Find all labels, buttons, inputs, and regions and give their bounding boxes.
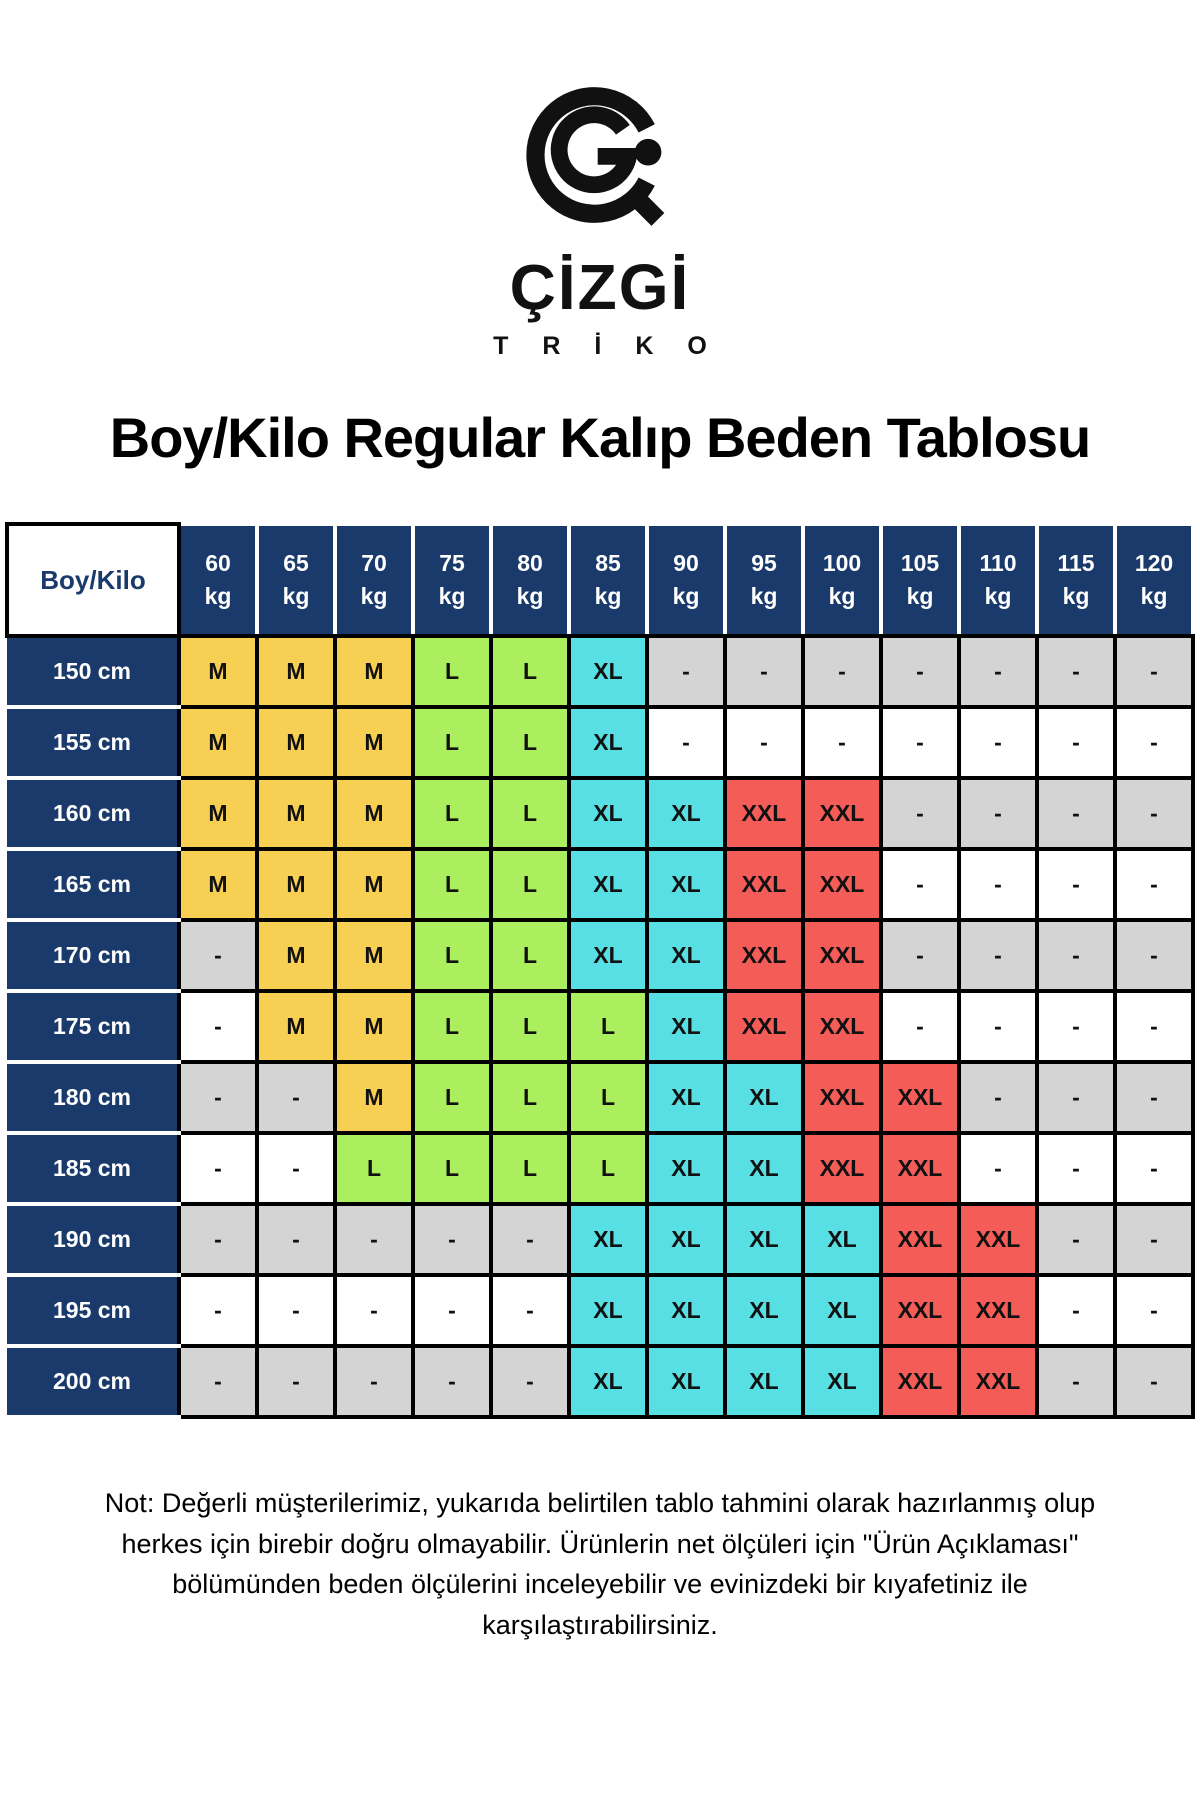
table-row bbox=[7, 778, 1193, 849]
height-label-cell: 150 cm bbox=[7, 636, 179, 707]
size-cell: XL bbox=[647, 1275, 725, 1346]
size-cell: XL bbox=[803, 1346, 881, 1417]
empty-cell: - bbox=[1037, 636, 1115, 707]
empty-cell: - bbox=[1037, 1133, 1115, 1204]
empty-cell: - bbox=[959, 778, 1037, 849]
empty-cell: - bbox=[959, 920, 1037, 991]
size-cell: XXL bbox=[725, 920, 803, 991]
empty-cell: - bbox=[413, 1204, 491, 1275]
empty-cell: - bbox=[179, 1275, 257, 1346]
size-cell: XL bbox=[569, 707, 647, 778]
empty-cell: - bbox=[959, 991, 1037, 1062]
size-cell: XL bbox=[725, 1346, 803, 1417]
empty-cell: - bbox=[1115, 778, 1193, 849]
empty-cell: - bbox=[1037, 849, 1115, 920]
size-cell: XL bbox=[647, 1062, 725, 1133]
empty-cell: - bbox=[179, 1133, 257, 1204]
size-cell: L bbox=[335, 1133, 413, 1204]
brand-logo bbox=[0, 78, 1200, 361]
size-cell: L bbox=[413, 778, 491, 849]
empty-cell: - bbox=[1115, 1062, 1193, 1133]
empty-cell: - bbox=[1115, 1275, 1193, 1346]
table-row bbox=[7, 1204, 1193, 1275]
size-cell: M bbox=[335, 636, 413, 707]
weight-header-cell: 105 kg bbox=[881, 524, 959, 636]
size-cell: L bbox=[491, 849, 569, 920]
size-cell: XXL bbox=[725, 849, 803, 920]
weight-header-cell: 100 kg bbox=[803, 524, 881, 636]
height-label-cell: 165 cm bbox=[7, 849, 179, 920]
size-cell: XXL bbox=[803, 778, 881, 849]
size-cell: XL bbox=[647, 920, 725, 991]
size-cell: M bbox=[335, 849, 413, 920]
empty-cell: - bbox=[1037, 920, 1115, 991]
brand-name: ÇİZGİ bbox=[509, 251, 691, 323]
height-label-cell: 195 cm bbox=[7, 1275, 179, 1346]
weight-header-cell: 85 kg bbox=[569, 524, 647, 636]
size-cell: XXL bbox=[803, 849, 881, 920]
page-title: Boy/Kilo Regular Kalıp Beden Tablosu bbox=[109, 406, 1091, 469]
size-cell: M bbox=[257, 707, 335, 778]
table-row bbox=[7, 849, 1193, 920]
empty-cell: - bbox=[725, 707, 803, 778]
empty-cell: - bbox=[881, 849, 959, 920]
empty-cell: - bbox=[257, 1062, 335, 1133]
size-cell: M bbox=[179, 849, 257, 920]
empty-cell: - bbox=[335, 1204, 413, 1275]
size-cell: XL bbox=[725, 1204, 803, 1275]
size-cell: XXL bbox=[881, 1204, 959, 1275]
table-row bbox=[7, 920, 1193, 991]
corner-header-cell: Boy/Kilo bbox=[7, 524, 179, 636]
empty-cell: - bbox=[1115, 1133, 1193, 1204]
empty-cell: - bbox=[1037, 1062, 1115, 1133]
weight-header-cell: 120 kg bbox=[1115, 524, 1193, 636]
empty-cell: - bbox=[1037, 778, 1115, 849]
size-cell: XXL bbox=[959, 1346, 1037, 1417]
table-row bbox=[7, 1275, 1193, 1346]
size-cell: XL bbox=[725, 1062, 803, 1133]
empty-cell: - bbox=[959, 849, 1037, 920]
size-cell: XL bbox=[647, 1204, 725, 1275]
size-cell: L bbox=[491, 707, 569, 778]
size-cell: XL bbox=[569, 1275, 647, 1346]
size-cell: L bbox=[491, 1062, 569, 1133]
empty-cell: - bbox=[1115, 636, 1193, 707]
empty-cell: - bbox=[647, 707, 725, 778]
weight-header-cell: 70 kg bbox=[335, 524, 413, 636]
size-cell: XXL bbox=[881, 1062, 959, 1133]
weight-header-cell: 80 kg bbox=[491, 524, 569, 636]
size-cell: XL bbox=[647, 849, 725, 920]
empty-cell: - bbox=[413, 1275, 491, 1346]
size-cell: M bbox=[257, 636, 335, 707]
cizgi-logo-icon bbox=[513, 78, 688, 246]
size-table bbox=[5, 522, 1195, 1419]
size-cell: L bbox=[413, 920, 491, 991]
size-cell: M bbox=[335, 1062, 413, 1133]
weight-header-cell: 115 kg bbox=[1037, 524, 1115, 636]
size-cell: L bbox=[413, 849, 491, 920]
empty-cell: - bbox=[491, 1204, 569, 1275]
empty-cell: - bbox=[179, 920, 257, 991]
size-cell: L bbox=[413, 636, 491, 707]
size-table-body bbox=[7, 636, 1193, 1417]
size-cell: L bbox=[413, 991, 491, 1062]
empty-cell: - bbox=[335, 1346, 413, 1417]
size-cell: XL bbox=[647, 778, 725, 849]
empty-cell: - bbox=[959, 1133, 1037, 1204]
size-cell: XXL bbox=[803, 1062, 881, 1133]
size-cell: XXL bbox=[881, 1133, 959, 1204]
header-row bbox=[7, 524, 1193, 636]
height-label-cell: 190 cm bbox=[7, 1204, 179, 1275]
size-cell: L bbox=[491, 991, 569, 1062]
empty-cell: - bbox=[1115, 707, 1193, 778]
height-label-cell: 160 cm bbox=[7, 778, 179, 849]
size-cell: M bbox=[335, 778, 413, 849]
size-cell: XL bbox=[725, 1275, 803, 1346]
size-cell: XXL bbox=[959, 1204, 1037, 1275]
size-cell: L bbox=[491, 1133, 569, 1204]
empty-cell: - bbox=[1037, 1275, 1115, 1346]
empty-cell: - bbox=[881, 778, 959, 849]
size-cell: L bbox=[491, 778, 569, 849]
size-cell: XXL bbox=[881, 1346, 959, 1417]
size-cell: XXL bbox=[725, 778, 803, 849]
height-label-cell: 180 cm bbox=[7, 1062, 179, 1133]
empty-cell: - bbox=[491, 1275, 569, 1346]
empty-cell: - bbox=[1115, 849, 1193, 920]
size-cell: L bbox=[491, 636, 569, 707]
empty-cell: - bbox=[1037, 991, 1115, 1062]
size-cell: L bbox=[413, 707, 491, 778]
empty-cell: - bbox=[959, 1062, 1037, 1133]
empty-cell: - bbox=[803, 636, 881, 707]
size-cell: M bbox=[257, 849, 335, 920]
size-cell: XL bbox=[803, 1204, 881, 1275]
empty-cell: - bbox=[1115, 920, 1193, 991]
size-cell: M bbox=[335, 707, 413, 778]
empty-cell: - bbox=[257, 1346, 335, 1417]
weight-header-cell: 90 kg bbox=[647, 524, 725, 636]
empty-cell: - bbox=[179, 1346, 257, 1417]
empty-cell: - bbox=[257, 1133, 335, 1204]
empty-cell: - bbox=[959, 707, 1037, 778]
size-cell: M bbox=[257, 920, 335, 991]
empty-cell: - bbox=[1037, 1204, 1115, 1275]
table-row bbox=[7, 707, 1193, 778]
empty-cell: - bbox=[725, 636, 803, 707]
weight-header-cell: 75 kg bbox=[413, 524, 491, 636]
brand-subtitle: TRİKO bbox=[493, 332, 741, 360]
empty-cell: - bbox=[1037, 707, 1115, 778]
size-cell: L bbox=[569, 991, 647, 1062]
empty-cell: - bbox=[647, 636, 725, 707]
size-cell: XL bbox=[647, 1133, 725, 1204]
table-row bbox=[7, 991, 1193, 1062]
size-cell: XL bbox=[569, 636, 647, 707]
empty-cell: - bbox=[881, 636, 959, 707]
height-label-cell: 200 cm bbox=[7, 1346, 179, 1417]
table-row bbox=[7, 1133, 1193, 1204]
disclaimer-note: Not: Değerli müşterilerimiz, yukarıda belirtilen tablo tahmini olarak hazırlanmış olup herkes için birebir doğru olmayabilir. Ürünlerin net ölçüleri için "Ürün Açıklaması" bölümünden beden ölçülerini inceleyebilir ve evinizdeki bir kıyafetiniz ile karşılaştırabilirsiniz. bbox=[104, 1488, 1096, 1640]
size-cell: XL bbox=[569, 1204, 647, 1275]
empty-cell: - bbox=[413, 1346, 491, 1417]
weight-header-cell: 60 kg bbox=[179, 524, 257, 636]
size-cell: L bbox=[569, 1133, 647, 1204]
empty-cell: - bbox=[179, 1204, 257, 1275]
size-cell: XXL bbox=[803, 1133, 881, 1204]
size-cell: L bbox=[413, 1062, 491, 1133]
empty-cell: - bbox=[881, 707, 959, 778]
table-row bbox=[7, 636, 1193, 707]
size-cell: XL bbox=[725, 1133, 803, 1204]
empty-cell: - bbox=[257, 1204, 335, 1275]
size-cell: XL bbox=[569, 1346, 647, 1417]
size-cell: XL bbox=[569, 920, 647, 991]
size-cell: XXL bbox=[881, 1275, 959, 1346]
empty-cell: - bbox=[179, 991, 257, 1062]
empty-cell: - bbox=[1115, 991, 1193, 1062]
empty-cell: - bbox=[179, 1062, 257, 1133]
height-label-cell: 155 cm bbox=[7, 707, 179, 778]
empty-cell: - bbox=[881, 920, 959, 991]
size-cell: M bbox=[257, 778, 335, 849]
weight-header-cell: 110 kg bbox=[959, 524, 1037, 636]
empty-cell: - bbox=[803, 707, 881, 778]
empty-cell: - bbox=[1115, 1204, 1193, 1275]
weight-header-cell: 65 kg bbox=[257, 524, 335, 636]
empty-cell: - bbox=[335, 1275, 413, 1346]
size-table-container bbox=[5, 522, 1195, 1419]
size-cell: XXL bbox=[803, 920, 881, 991]
size-cell: XL bbox=[647, 1346, 725, 1417]
size-cell: M bbox=[179, 707, 257, 778]
size-cell: L bbox=[413, 1133, 491, 1204]
size-cell: L bbox=[491, 920, 569, 991]
size-cell: XL bbox=[647, 991, 725, 1062]
size-cell: M bbox=[257, 991, 335, 1062]
size-cell: M bbox=[335, 991, 413, 1062]
size-cell: L bbox=[569, 1062, 647, 1133]
size-cell: XL bbox=[803, 1275, 881, 1346]
empty-cell: - bbox=[881, 991, 959, 1062]
height-label-cell: 170 cm bbox=[7, 920, 179, 991]
size-cell: M bbox=[335, 920, 413, 991]
empty-cell: - bbox=[491, 1346, 569, 1417]
empty-cell: - bbox=[959, 636, 1037, 707]
height-label-cell: 175 cm bbox=[7, 991, 179, 1062]
weight-header-cell: 95 kg bbox=[725, 524, 803, 636]
size-cell: XL bbox=[569, 778, 647, 849]
table-row bbox=[7, 1062, 1193, 1133]
size-cell: M bbox=[179, 636, 257, 707]
size-cell: XXL bbox=[959, 1275, 1037, 1346]
size-cell: XXL bbox=[725, 991, 803, 1062]
empty-cell: - bbox=[257, 1275, 335, 1346]
table-row bbox=[7, 1346, 1193, 1417]
empty-cell: - bbox=[1115, 1346, 1193, 1417]
size-cell: M bbox=[179, 778, 257, 849]
size-cell: XXL bbox=[803, 991, 881, 1062]
size-cell: XL bbox=[569, 849, 647, 920]
empty-cell: - bbox=[1037, 1346, 1115, 1417]
height-label-cell: 185 cm bbox=[7, 1133, 179, 1204]
